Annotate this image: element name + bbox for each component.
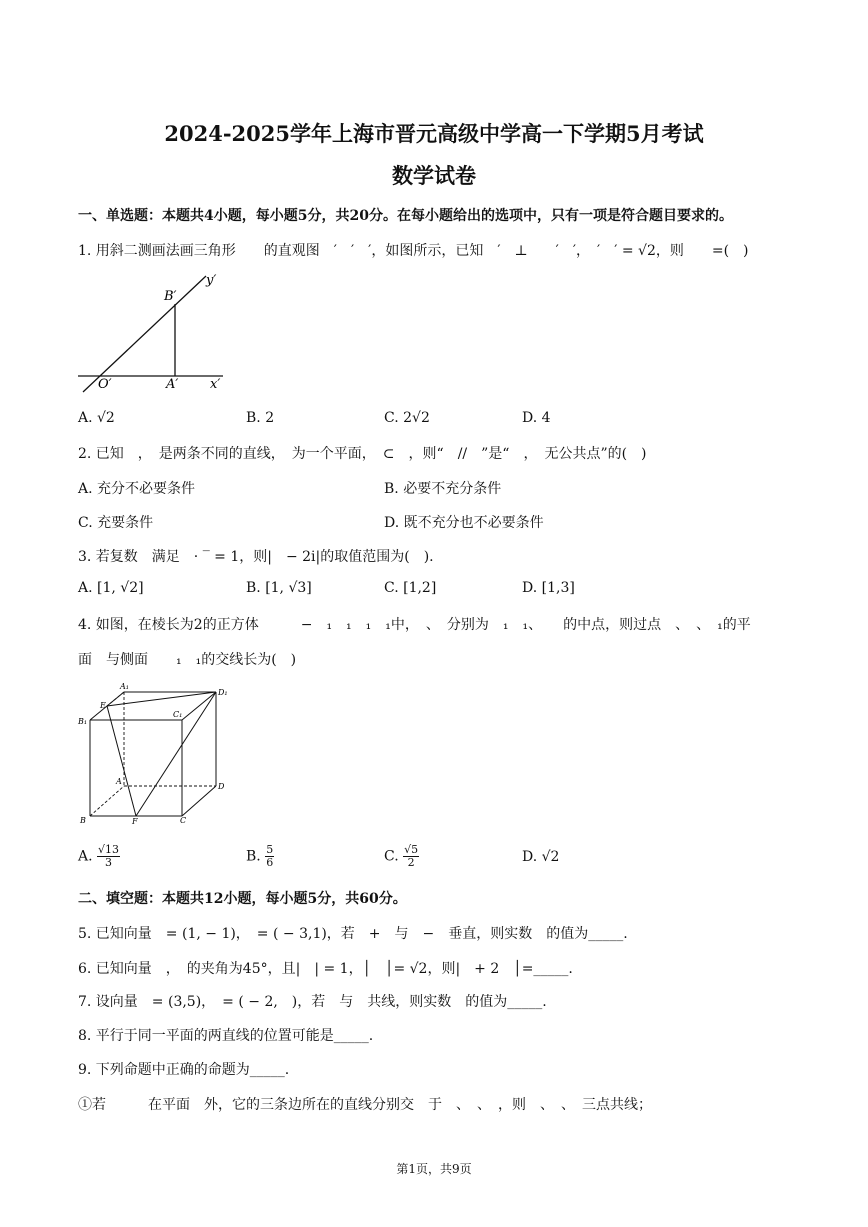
q1-option-a: A. √2 xyxy=(78,410,115,426)
q4-stem-line1: 4. 如图，在棱长为2的正方体 − ₁ ₁ ₁ ₁中， 、 分别为 ₁ ₁、 的中点，则过点 、 、 ₁的平 xyxy=(78,617,751,633)
q4-option-a-numerator: √13 xyxy=(98,843,120,856)
q5-stem: 5. 已知向量 = (1, − 1)， = ( − 3,1)，若 + 与 − 垂直，则实数 的值为_____. xyxy=(78,926,628,942)
q3-option-a: A. [1, √2] xyxy=(78,580,144,596)
q4-option-d: D. √2 xyxy=(522,849,560,865)
q4-option-b-fraction xyxy=(265,844,274,869)
label-a1: A₁ xyxy=(120,682,129,691)
label-c1: C₁ xyxy=(173,710,183,719)
q3-option-b: B. [1, √3] xyxy=(246,580,312,596)
q2-option-b: B. 必要不充分条件 xyxy=(384,481,502,497)
label-e: E xyxy=(100,701,106,710)
label-d1: D₁ xyxy=(218,688,228,697)
q4-option-c-numerator: √5 xyxy=(404,843,419,856)
q3-option-c: C. [1,2] xyxy=(384,580,437,596)
q4-stem-line2: 面 与侧面 ₁ ₁的交线长为( ) xyxy=(78,652,297,668)
q6-stem: 6. 已知向量 ， 的夹角为45°，且| | = 1，│ │= √2，则| + 2 │=_____. xyxy=(78,961,573,977)
q4-option-c-fraction xyxy=(403,844,419,869)
exam-title: 2024-2025学年上海市晋元高级中学高一下学期5月考试 xyxy=(164,121,704,146)
section1-heading: 一、单选题：本题共4小题，每小题5分，共20分。在每小题给出的选项中，只有一项是符合题目要求的。 xyxy=(78,208,733,224)
label-b: B xyxy=(80,816,86,825)
q2-stem: 2. 已知 ， 是两条不同的直线， 为一个平面， ⊂ ，则“ // ”是“ ， 无公共点”的( ) xyxy=(78,446,647,462)
q4-option-c xyxy=(384,844,419,869)
x-axis-label: x′ xyxy=(210,377,221,392)
q4-option-b-denominator: 6 xyxy=(266,856,274,869)
q3-option-d: D. [1,3] xyxy=(522,580,575,596)
q4-option-a-denominator: 3 xyxy=(105,856,113,869)
q1-stem: 1. 用斜二测画法画三角形 的直观图 ′ ′ ′，如图所示，已知 ′ ⊥ ′ ′， ′ ′ = √2，则 =( ) xyxy=(78,243,749,259)
y-axis-label: y′ xyxy=(206,273,217,288)
q2-option-d: D. 既不充分也不必要条件 xyxy=(384,515,544,531)
q4-option-b-prefix: B. xyxy=(246,848,266,865)
label-c: C xyxy=(180,816,187,825)
q4-option-c-denominator: 2 xyxy=(407,856,415,869)
section2-heading: 二、填空题：本题共12小题，每小题5分，共60分。 xyxy=(78,891,407,907)
q4-option-b-numerator: 5 xyxy=(266,843,274,856)
q7-stem: 7. 设向量 = (3,5)， = ( − 2, )，若 与 共线，则实数 的值为_____. xyxy=(78,994,547,1010)
q1-figure xyxy=(78,268,238,398)
page-footer: 第1页，共9页 xyxy=(396,1162,472,1176)
label-a: A xyxy=(116,777,122,786)
point-b-label: B′ xyxy=(164,289,177,304)
q4-option-a-fraction xyxy=(97,844,120,869)
q8-stem: 8. 平行于同一平面的两直线的位置可能是_____. xyxy=(78,1028,374,1044)
label-d: D xyxy=(218,782,225,791)
q9-stem: 9. 下列命题中正确的命题为_____. xyxy=(78,1062,290,1078)
q1-option-d: D. 4 xyxy=(522,410,551,426)
q2-option-a: A. 充分不必要条件 xyxy=(78,481,196,497)
q4-option-a-prefix: A. xyxy=(78,848,98,865)
q4-option-a xyxy=(78,844,120,869)
q9-statement-1: ①若 在平面 外，它的三条边所在的直线分别交 于 、 、 ，则 、 、 三点共线； xyxy=(78,1097,652,1113)
q2-option-c: C. 充要条件 xyxy=(78,515,154,531)
q4-option-b xyxy=(246,844,274,869)
q4-cube-figure xyxy=(76,680,236,826)
q4-option-c-prefix: C. xyxy=(384,848,404,865)
y-axis xyxy=(83,276,206,392)
q1-option-c: C. 2√2 xyxy=(384,410,430,426)
label-f: F xyxy=(132,817,138,826)
q1-option-b: B. 2 xyxy=(246,410,275,426)
exam-subtitle: 数学试卷 xyxy=(392,163,476,188)
point-a-label: A′ xyxy=(166,377,179,392)
label-b1: B₁ xyxy=(78,717,88,726)
q3-stem: 3. 若复数 满足 · ‾ = 1，则| − 2i|的取值范围为( ). xyxy=(78,549,434,565)
point-o-label: O′ xyxy=(98,377,112,392)
